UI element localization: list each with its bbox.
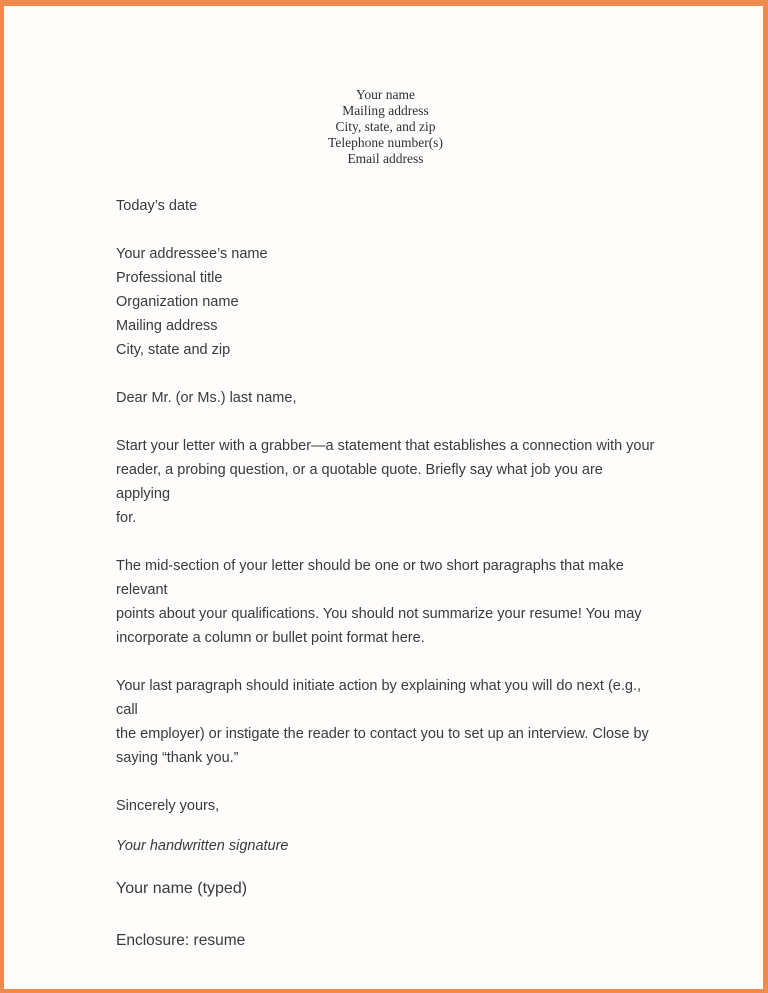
middle-paragraph: [116, 554, 655, 650]
paragraph-line: reader, a probing question, or a quotable quote. Briefly say what job you are applying: [116, 462, 603, 502]
sender-city-state-zip-line: City, state, and zip: [335, 119, 436, 134]
recipient-city-state-zip-line: City, state and zip: [116, 342, 231, 358]
paragraph-line: points about your qualifications. You should not summarize your resume! You may: [116, 606, 642, 622]
recipient-organization-line: Organization name: [116, 294, 239, 310]
sender-telephone-line: Telephone number(s): [328, 135, 443, 150]
letter-body: [116, 194, 655, 954]
sender-name-line: Your name: [355, 87, 415, 102]
recipient-title-line: Professional title: [116, 270, 223, 286]
closing-paragraph: [116, 674, 655, 770]
recipient-mailing-address-line: Mailing address: [116, 318, 218, 334]
paragraph-line: for.: [116, 510, 137, 526]
opening-paragraph: [116, 434, 655, 530]
paragraph-line: saying “thank you.”: [116, 750, 239, 766]
sender-email-line: Email address: [347, 151, 424, 166]
salutation-line: Dear Mr. (or Ms.) last name,: [116, 390, 297, 406]
paragraph-line: the employer) or instigate the reader to contact you to set up an interview. Close by: [116, 726, 649, 742]
typed-name-line: Your name (typed): [116, 880, 248, 897]
sender-mailing-address-line: Mailing address: [342, 103, 429, 118]
closing-line: Sincerely yours,: [116, 798, 220, 814]
paragraph-line: Your last paragraph should initiate action by explaining what you will do next (e.g., call: [116, 678, 642, 718]
paragraph-line: incorporate a column or bullet point format here.: [116, 630, 425, 646]
recipient-name-line: Your addressee’s name: [116, 246, 268, 262]
letter-content: [4, 6, 763, 954]
paragraph-line: Start your letter with a grabber—a statement that establishes a connection with your: [116, 438, 655, 454]
date-line: Today’s date: [116, 198, 198, 214]
sender-address-block: [116, 87, 655, 167]
enclosure-line: Enclosure: resume: [116, 932, 246, 949]
handwritten-signature-line: Your handwritten signature: [116, 838, 289, 854]
paragraph-line: The mid-section of your letter should be one or two short paragraphs that make relevant: [116, 558, 624, 598]
recipient-address-block: [116, 242, 655, 362]
